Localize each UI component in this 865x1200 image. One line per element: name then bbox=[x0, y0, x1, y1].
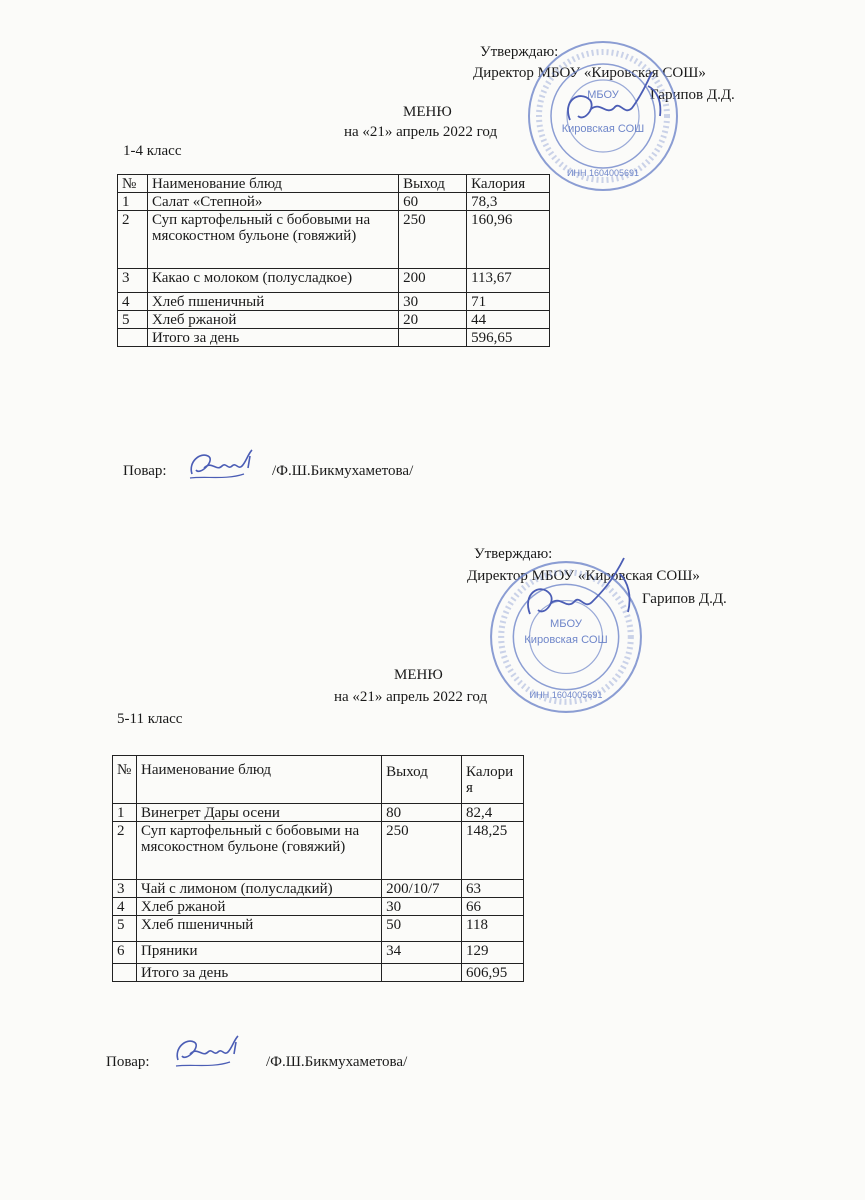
row-num: 1 bbox=[113, 804, 137, 822]
stamp-inn: ИНН 1604005691 bbox=[566, 168, 640, 178]
row-cal: 78,3 bbox=[467, 193, 550, 211]
row-num: 6 bbox=[113, 942, 137, 964]
row-cal: 82,4 bbox=[462, 804, 524, 822]
total-value: 606,95 bbox=[462, 964, 524, 982]
cook-name-1: /Ф.Ш.Бикмухаметова/ bbox=[272, 463, 414, 479]
table-row bbox=[113, 880, 524, 898]
cook-label-1: Повар: bbox=[123, 463, 167, 479]
header-out: Выход bbox=[399, 175, 467, 193]
row-name: Какао с молоком (полусладкое) bbox=[147, 269, 398, 293]
grade-label-2: 5-11 класс bbox=[117, 711, 183, 727]
table-row bbox=[113, 942, 524, 964]
row-name: Хлеб ржаной bbox=[136, 898, 381, 916]
menu-table-2 bbox=[112, 755, 524, 982]
row-out: 80 bbox=[382, 804, 462, 822]
row-out: 250 bbox=[382, 822, 462, 880]
row-num: 5 bbox=[118, 311, 148, 329]
stamp-school: Кировская СОШ bbox=[524, 634, 608, 647]
row-name: Хлеб пшеничный bbox=[147, 293, 398, 311]
row-num: 3 bbox=[113, 880, 137, 898]
row-cal: 118 bbox=[462, 916, 524, 942]
approve-label: Утверждаю: bbox=[480, 44, 559, 60]
director-line: Директор МБОУ «Кировская СОШ» bbox=[473, 65, 706, 81]
row-cal: 44 bbox=[467, 311, 550, 329]
row-num: 4 bbox=[113, 898, 137, 916]
row-out: 30 bbox=[382, 898, 462, 916]
director-signature-1-icon bbox=[560, 60, 670, 150]
total-label: Итого за день bbox=[136, 964, 381, 982]
cook-signature-2-icon bbox=[172, 1030, 246, 1074]
stamp-org: МБОУ bbox=[587, 89, 619, 101]
menu-date-2: на «21» апрель 2022 год bbox=[334, 689, 488, 705]
cook-name-2: /Ф.Ш.Бикмухаметова/ bbox=[266, 1054, 408, 1070]
row-num: 3 bbox=[118, 269, 148, 293]
approve-label: Утверждаю: bbox=[474, 546, 553, 562]
total-row bbox=[118, 329, 550, 347]
table-header bbox=[118, 175, 550, 193]
stamp-inn: ИНН 1604005691 bbox=[529, 689, 603, 700]
row-num: 5 bbox=[113, 916, 137, 942]
row-num: 1 bbox=[118, 193, 148, 211]
row-out: 20 bbox=[399, 311, 467, 329]
table-row bbox=[118, 211, 550, 269]
row-name: Винегрет Дары осени bbox=[136, 804, 381, 822]
header-num: № bbox=[113, 756, 137, 804]
menu-date-1: на «21» апрель 2022 год bbox=[344, 124, 498, 140]
row-out: 200 bbox=[399, 269, 467, 293]
total-label: Итого за день bbox=[147, 329, 398, 347]
row-cal: 71 bbox=[467, 293, 550, 311]
row-out: 34 bbox=[382, 942, 462, 964]
row-out: 60 bbox=[399, 193, 467, 211]
table-row bbox=[118, 193, 550, 211]
header-name: Наименование блюд bbox=[136, 756, 381, 804]
table-row bbox=[113, 804, 524, 822]
header-name: Наименование блюд bbox=[147, 175, 398, 193]
row-cal: 160,96 bbox=[467, 211, 550, 269]
grade-label-1: 1-4 класс bbox=[123, 143, 182, 159]
director-name: Гарипов Д.Д. bbox=[650, 87, 735, 103]
row-cal: 148,25 bbox=[462, 822, 524, 880]
row-name: Салат «Степной» bbox=[147, 193, 398, 211]
row-name: Хлеб пшеничный bbox=[136, 916, 381, 942]
row-out: 200/10/7 bbox=[382, 880, 462, 898]
row-num: 2 bbox=[118, 211, 148, 269]
stamp-school: Кировская СОШ bbox=[561, 123, 645, 135]
row-out: 250 bbox=[399, 211, 467, 269]
table-row bbox=[118, 293, 550, 311]
table-header bbox=[113, 756, 524, 804]
table-row bbox=[118, 311, 550, 329]
row-name: Чай с лимоном (полусладкий) bbox=[136, 880, 381, 898]
total-row bbox=[113, 964, 524, 982]
row-num: 4 bbox=[118, 293, 148, 311]
header-cal: Калория bbox=[467, 175, 550, 193]
row-out: 30 bbox=[399, 293, 467, 311]
header-cal: Калори я bbox=[462, 756, 524, 804]
row-cal: 66 bbox=[462, 898, 524, 916]
stamp-org: МБОУ bbox=[550, 617, 582, 630]
row-cal: 113,67 bbox=[467, 269, 550, 293]
director-line: Директор МБОУ «Кировская СОШ» bbox=[467, 568, 700, 584]
header-out: Выход bbox=[382, 756, 462, 804]
menu-title-1: МЕНЮ bbox=[403, 104, 452, 120]
row-name: Суп картофельный с бобовыми на мясокостном бульоне (говяжий) bbox=[136, 822, 381, 880]
row-name: Суп картофельный с бобовыми на мясокостном бульоне (говяжий) bbox=[147, 211, 398, 269]
total-value: 596,65 bbox=[467, 329, 550, 347]
row-cal: 129 bbox=[462, 942, 524, 964]
table-row bbox=[113, 916, 524, 942]
row-name: Хлеб ржаной bbox=[147, 311, 398, 329]
menu-title-2: МЕНЮ bbox=[394, 667, 443, 683]
table-row bbox=[113, 822, 524, 880]
table-row bbox=[113, 898, 524, 916]
cook-label-2: Повар: bbox=[106, 1054, 150, 1070]
director-name: Гарипов Д.Д. bbox=[642, 591, 727, 607]
table-row bbox=[118, 269, 550, 293]
row-cal: 63 bbox=[462, 880, 524, 898]
menu-table-1 bbox=[117, 174, 550, 347]
row-num: 2 bbox=[113, 822, 137, 880]
header-num: № bbox=[118, 175, 148, 193]
row-out: 50 bbox=[382, 916, 462, 942]
row-name: Пряники bbox=[136, 942, 381, 964]
director-signature-2-icon bbox=[520, 552, 640, 642]
cook-signature-1-icon bbox=[186, 446, 260, 486]
